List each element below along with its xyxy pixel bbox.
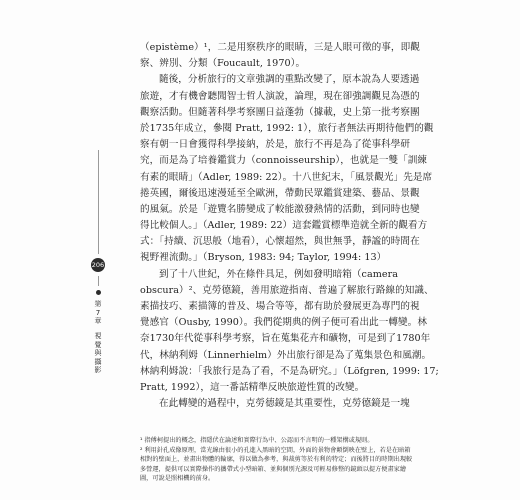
body-line: 到了十八世紀，外在條件具足，例如發明暗箱（camera bbox=[159, 268, 398, 280]
footnote-line: ¹ 指傅柯提出的概念，指隱伏在論述和實際行為中、公認而不言明的一種架構或規則。 bbox=[140, 437, 374, 444]
page-number: 206 bbox=[91, 258, 105, 272]
footnote-line: ² 利用針孔成像原理，當光線由很小的孔進入黑暗的空間，外面的景物會顛倒映在壁上，若是在暗箱 bbox=[140, 446, 411, 454]
margin-dot-icon bbox=[96, 290, 101, 295]
body-line: 代，林納利姆（Linnerhielm）外出旅行卻是為了蒐集景色和風潮。 bbox=[140, 349, 432, 361]
body-line: 視野裡流動。」（Bryson, 1983: 94; Taylor, 1994: 13） bbox=[140, 252, 387, 264]
body-line: 奈1730年代從事科學考察，旨在蒐集花卉和礦物，可是到了1780年 bbox=[140, 333, 431, 345]
footnote-line: 多營運，提供可以實際操作的攜帶式小型暗箱、並與個別光源及可輕易修整的鏡頭以提方便畫家繪 bbox=[140, 465, 407, 473]
body-line: 觀察活動。但隨著科學考察團日益蓬勃（據載，史上第一批考察團 bbox=[140, 106, 420, 118]
footnote-line: 相對的壁面上，並畫出物體的輪廓，得以做為參考，與裁剪等於有利的特定；而後將目的時期出現較 bbox=[140, 456, 413, 464]
footnote-line: 圖，可說是照相機的前身。 bbox=[140, 475, 215, 483]
body-line: 覺感官（Ousby, 1990）。我們從期典的例子便可看出此一轉變。林 bbox=[140, 317, 427, 329]
margin-rule-bottom bbox=[98, 276, 99, 286]
body-line: 林納利姆說：「我旅行是為了看，不是為研究。」（Löfgren, 1999: 17; bbox=[140, 365, 439, 377]
chapter-title: 視覺與攝影 bbox=[94, 332, 102, 375]
margin-rule-top bbox=[98, 150, 99, 254]
body-line: 素描技巧、素描簿的普及、場合等等，都有助於發展更為專門的視 bbox=[140, 301, 420, 312]
footnotes bbox=[140, 436, 467, 484]
body-line: 於1735年成立，參閱 Pratt, 1992: 1），旅行者無法再期待他們的觀 bbox=[140, 122, 434, 134]
body-line: 隨後，分析旅行的文章強調的重點改變了，原本說為人要透過 bbox=[159, 74, 420, 86]
body-line: 捲英國，爾後迅速漫延至全歐洲，帶動民眾鑑賞建築、藝品、景觀 bbox=[140, 187, 420, 199]
body-line: 得比較個人。」（Adler, 1989: 22）這套鑑賞標準造就全新的觀看方 bbox=[140, 220, 428, 232]
body-line: 的風氣。於是「遊覽名勝變成了較能激發熱情的活動，到同時也變 bbox=[140, 203, 420, 215]
body-line: obscura）²、克勞德鏡，善用旅遊指南、普遍了解旅行路線的知識、 bbox=[140, 284, 434, 296]
body-line: Pratt, 1992），這一番話精準反映旅遊性質的改變。 bbox=[140, 381, 365, 393]
body-line: 式：「持續、沉思般（地看），心懷超然，與世無爭，靜謐的時間在 bbox=[140, 236, 420, 248]
body-line: 察、辨別、分類（Foucault, 1970）。 bbox=[140, 58, 306, 70]
body-line: 在此轉變的過程中，克勞德鏡是其重要性，克勞德鏡是一塊 bbox=[159, 398, 410, 410]
chapter-label: 第7章 bbox=[94, 300, 102, 326]
body-line: 察有朝一日會獲得科學接納，於是，旅行不再是為了從事科學研 bbox=[140, 139, 411, 151]
body-line: （epistème）¹，二是用察秩序的眼睛，三是人眼可徵的事，即觀 bbox=[140, 42, 420, 53]
body-line: 旅遊，才有機會聽聞智士哲人演說，論理，現在卻強調觀見為憑的 bbox=[140, 90, 420, 102]
body-text bbox=[140, 40, 467, 412]
body-line: 有素的眼睛」（Adler, 1989: 22）。十八世紀末，「風景觀光」先是席 bbox=[140, 171, 433, 183]
body-line: 究，而是為了培養鑑賞力（connoisseurship），也就是一雙「訓練 bbox=[140, 155, 428, 167]
